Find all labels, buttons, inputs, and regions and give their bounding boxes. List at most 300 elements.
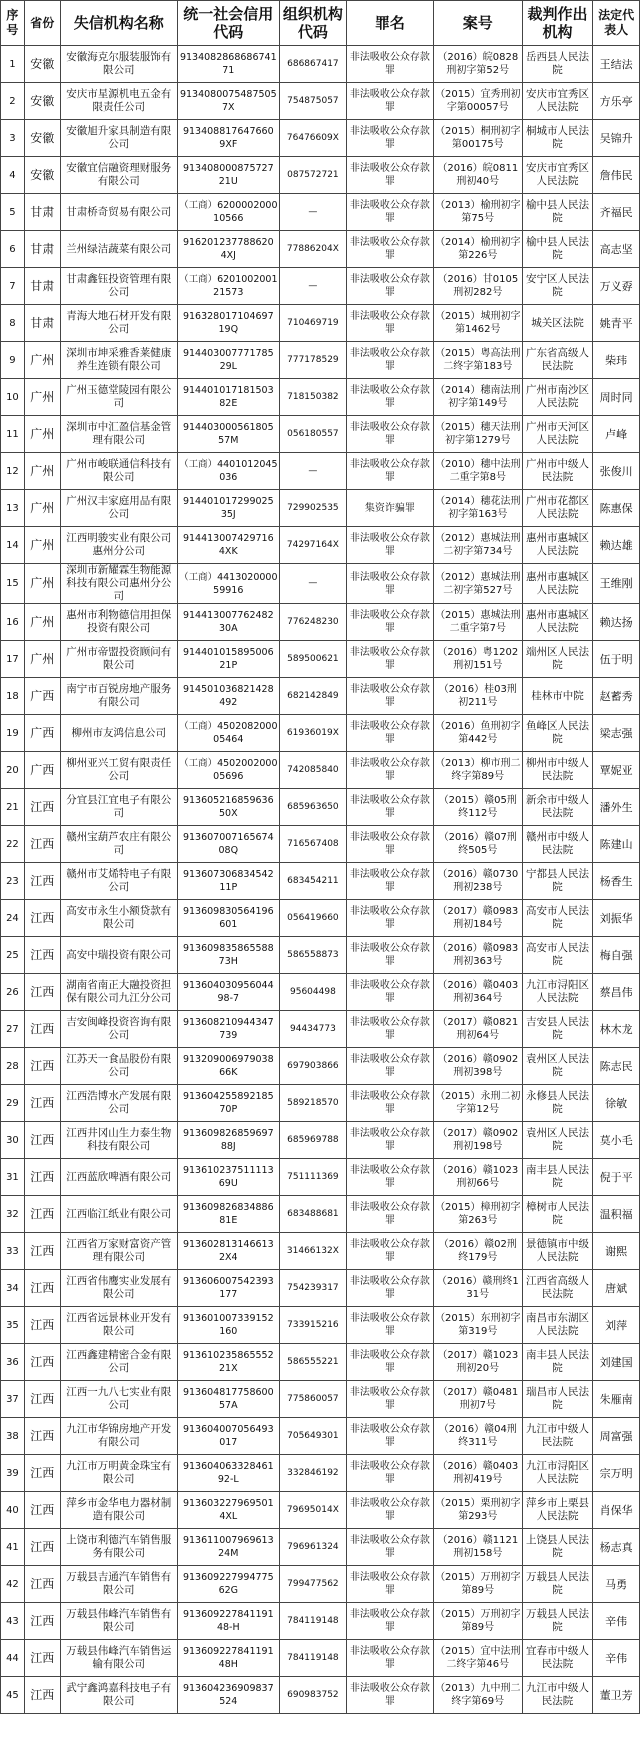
- cell-org-code: 586555221: [279, 1344, 346, 1381]
- table-row: [1, 1048, 640, 1085]
- cell-court: 高安市人民法院: [522, 937, 593, 974]
- cell-org-code: 087572721: [279, 157, 346, 194]
- cell-case-no: （2015）赣05刑终112号: [433, 789, 522, 826]
- cell-court: 广州市天河区人民法院: [522, 416, 593, 453]
- cell-crime: 非法吸收公众存款罪: [347, 1344, 434, 1381]
- cell-name: 深圳市新耀霖生物能源科技有限公司惠州分公司: [60, 564, 177, 604]
- cell-crime: 非法吸收公众存款罪: [347, 715, 434, 752]
- cell-province: 广西: [24, 715, 60, 752]
- cell-case-no: （2015）樟刑初字第263号: [433, 1196, 522, 1233]
- cell-province: 广州: [24, 490, 60, 527]
- table-row: [1, 305, 640, 342]
- cell-credit-code: （工商）620100200121573: [177, 268, 279, 305]
- cell-province: 江西: [24, 789, 60, 826]
- cell-rep: 覃妮亚: [593, 752, 640, 789]
- cell-credit-code: 913609826859697 88J: [177, 1122, 279, 1159]
- cell-crime: 非法吸收公众存款罪: [347, 453, 434, 490]
- cell-province: 江西: [24, 1048, 60, 1085]
- cell-credit-code: 913408000875727 21U: [177, 157, 279, 194]
- cell-org-code: 056180557: [279, 416, 346, 453]
- cell-org-code: 95604498: [279, 974, 346, 1011]
- cell-name: 江西一九八七实业有限公司: [60, 1381, 177, 1418]
- cell-idx: 15: [1, 564, 25, 604]
- cell-idx: 23: [1, 863, 25, 900]
- header-crime: 罪名: [347, 1, 434, 46]
- cell-province: 江西: [24, 1455, 60, 1492]
- cell-rep: 吴锦升: [593, 120, 640, 157]
- cell-credit-code: 913606007542393 177: [177, 1270, 279, 1307]
- cell-name: 深圳市坤采雅香莱健康养生连锁有限公司: [60, 342, 177, 379]
- cell-province: 安徽: [24, 46, 60, 83]
- cell-case-no: （2016）赣1121刑初158号: [433, 1529, 522, 1566]
- cell-crime: 非法吸收公众存款罪: [347, 157, 434, 194]
- table-row: [1, 1011, 640, 1048]
- cell-idx: 18: [1, 678, 25, 715]
- table-row: [1, 1381, 640, 1418]
- cell-rep: 潘外生: [593, 789, 640, 826]
- cell-name: 赣州市艾烯特电子有限公司: [60, 863, 177, 900]
- cell-credit-code: 913602813146613 2X4: [177, 1233, 279, 1270]
- cell-idx: 31: [1, 1159, 25, 1196]
- cell-org-code: 705649301: [279, 1418, 346, 1455]
- cell-province: 甘肃: [24, 231, 60, 268]
- cell-court: 萍乡市上栗县人民法院: [522, 1492, 593, 1529]
- cell-name: 南宁市百锐房地产服务有限公司: [60, 678, 177, 715]
- cell-org-code: 697903866: [279, 1048, 346, 1085]
- cell-name: 江西明骏实业有限公司惠州分公司: [60, 527, 177, 564]
- cell-idx: 3: [1, 120, 25, 157]
- table-row: [1, 752, 640, 789]
- cell-name: 柳州亚兴工贸有限责任公司: [60, 752, 177, 789]
- cell-court: 广州市中级人民法院: [522, 453, 593, 490]
- cell-org-code: 31466132X: [279, 1233, 346, 1270]
- cell-court: 安庆市宜秀区人民法院: [522, 83, 593, 120]
- cell-case-no: （2016）赣0730刑初238号: [433, 863, 522, 900]
- cell-case-no: （2010）穗中法刑二重字第8号: [433, 453, 522, 490]
- cell-org-code: 729902535: [279, 490, 346, 527]
- cell-name: 万载县吉通汽车销售有限公司: [60, 1566, 177, 1603]
- cell-province: 江西: [24, 1677, 60, 1714]
- cell-rep: 王结法: [593, 46, 640, 83]
- cell-court: 南丰县人民法院: [522, 1159, 593, 1196]
- cell-rep: 辛伟: [593, 1640, 640, 1677]
- cell-court: 九江市中级人民法院: [522, 1418, 593, 1455]
- cell-idx: 39: [1, 1455, 25, 1492]
- cell-name: 吉安闽峰投资咨询有限公司: [60, 1011, 177, 1048]
- cell-crime: 非法吸收公众存款罪: [347, 752, 434, 789]
- cell-name: 安徽海克尔服装服饰有限公司: [60, 46, 177, 83]
- cell-province: 广西: [24, 752, 60, 789]
- cell-case-no: （2013）榆刑初字第75号: [433, 194, 522, 231]
- cell-case-no: （2017）赣0821刑初64号: [433, 1011, 522, 1048]
- cell-crime: 非法吸收公众存款罪: [347, 863, 434, 900]
- cell-idx: 25: [1, 937, 25, 974]
- cell-rep: 陈志民: [593, 1048, 640, 1085]
- cell-name: 青海大地石材开发有限公司: [60, 305, 177, 342]
- cell-org-code: —: [279, 268, 346, 305]
- cell-rep: 王维刚: [593, 564, 640, 604]
- table-row: [1, 974, 640, 1011]
- table-row: [1, 1677, 640, 1714]
- table-row: [1, 120, 640, 157]
- cell-case-no: （2017）赣0902刑初198号: [433, 1122, 522, 1159]
- cell-case-no: （2013）九中刑二终字第69号: [433, 1677, 522, 1714]
- cell-idx: 9: [1, 342, 25, 379]
- cell-idx: 2: [1, 83, 25, 120]
- cell-idx: 17: [1, 641, 25, 678]
- cell-crime: 非法吸收公众存款罪: [347, 1677, 434, 1714]
- table-row: [1, 194, 640, 231]
- cell-idx: 28: [1, 1048, 25, 1085]
- cell-org-code: 94434773: [279, 1011, 346, 1048]
- cell-province: 广州: [24, 379, 60, 416]
- cell-case-no: （2017）赣1023刑初20号: [433, 1344, 522, 1381]
- cell-idx: 11: [1, 416, 25, 453]
- cell-rep: 刘振华: [593, 900, 640, 937]
- cell-crime: 非法吸收公众存款罪: [347, 1011, 434, 1048]
- cell-case-no: （2015）粤高法刑二终字第183号: [433, 342, 522, 379]
- table-row: [1, 715, 640, 752]
- table-row: [1, 1603, 640, 1640]
- table-row: [1, 342, 640, 379]
- cell-idx: 14: [1, 527, 25, 564]
- cell-court: 南昌市东湖区人民法院: [522, 1307, 593, 1344]
- cell-province: 江西: [24, 1529, 60, 1566]
- table-header-row: [1, 1, 640, 46]
- cell-name: 江西省远景林业开发有限公司: [60, 1307, 177, 1344]
- cell-case-no: （2017）赣0481刑初7号: [433, 1381, 522, 1418]
- cell-case-no: （2015）栗刑初字第293号: [433, 1492, 522, 1529]
- table-row: [1, 83, 640, 120]
- table-row: [1, 564, 640, 604]
- cell-crime: 非法吸收公众存款罪: [347, 231, 434, 268]
- cell-idx: 36: [1, 1344, 25, 1381]
- cell-idx: 38: [1, 1418, 25, 1455]
- cell-credit-code: 913609227994775 62G: [177, 1566, 279, 1603]
- header-case-no: 案号: [433, 1, 522, 46]
- cell-court: 袁州区人民法院: [522, 1048, 593, 1085]
- cell-case-no: （2016）赣刑终131号: [433, 1270, 522, 1307]
- cell-rep: 张俊川: [593, 453, 640, 490]
- cell-province: 江西: [24, 826, 60, 863]
- cell-idx: 41: [1, 1529, 25, 1566]
- cell-court: 城关区法院: [522, 305, 593, 342]
- table-row: [1, 1455, 640, 1492]
- cell-rep: 梁志强: [593, 715, 640, 752]
- cell-org-code: —: [279, 453, 346, 490]
- cell-crime: 非法吸收公众存款罪: [347, 1566, 434, 1603]
- table-row: [1, 268, 640, 305]
- cell-province: 广州: [24, 527, 60, 564]
- cell-case-no: （2013）柳市刑二终字第89号: [433, 752, 522, 789]
- cell-crime: 非法吸收公众存款罪: [347, 83, 434, 120]
- cell-case-no: （2016）皖0811刑初40号: [433, 157, 522, 194]
- cell-name: 广州汉丰家庭用品有限公司: [60, 490, 177, 527]
- cell-org-code: 796961324: [279, 1529, 346, 1566]
- cell-crime: 非法吸收公众存款罪: [347, 120, 434, 157]
- cell-idx: 42: [1, 1566, 25, 1603]
- cell-court: 高安市人民法院: [522, 900, 593, 937]
- cell-province: 江西: [24, 1122, 60, 1159]
- cell-name: 九江市华锦房地产开发有限公司: [60, 1418, 177, 1455]
- table-row: [1, 1085, 640, 1122]
- cell-province: 江西: [24, 1307, 60, 1344]
- cell-case-no: （2016）赣07刑终505号: [433, 826, 522, 863]
- cell-province: 广州: [24, 453, 60, 490]
- cell-idx: 13: [1, 490, 25, 527]
- cell-credit-code: 914403000561805 57M: [177, 416, 279, 453]
- cell-case-no: （2012）惠城法刑二初字第527号: [433, 564, 522, 604]
- cell-rep: 董卫芳: [593, 1677, 640, 1714]
- cell-rep: 周富强: [593, 1418, 640, 1455]
- cell-court: 广州市花都区人民法院: [522, 490, 593, 527]
- header-province: 省份: [24, 1, 60, 46]
- cell-crime: 非法吸收公众存款罪: [347, 1640, 434, 1677]
- cell-crime: 非法吸收公众存款罪: [347, 564, 434, 604]
- cell-province: 江西: [24, 1270, 60, 1307]
- cell-province: 甘肃: [24, 268, 60, 305]
- cell-rep: 马勇: [593, 1566, 640, 1603]
- cell-rep: 卢峰: [593, 416, 640, 453]
- table-body: [1, 46, 640, 1714]
- cell-province: 甘肃: [24, 194, 60, 231]
- table-row: [1, 1566, 640, 1603]
- cell-rep: 莫小毛: [593, 1122, 640, 1159]
- cell-rep: 刘萍: [593, 1307, 640, 1344]
- cell-credit-code: 914401015895006 21P: [177, 641, 279, 678]
- cell-name: 江西省伟鹰实业发展有限公司: [60, 1270, 177, 1307]
- table-row: [1, 1529, 640, 1566]
- cell-org-code: 74297164X: [279, 527, 346, 564]
- cell-crime: 非法吸收公众存款罪: [347, 826, 434, 863]
- cell-case-no: （2016）皖0828刑初字第52号: [433, 46, 522, 83]
- cell-org-code: 710469719: [279, 305, 346, 342]
- cell-credit-code: 914401017299025 35J: [177, 490, 279, 527]
- table-row: [1, 1233, 640, 1270]
- cell-org-code: 682142849: [279, 678, 346, 715]
- cell-crime: 非法吸收公众存款罪: [347, 379, 434, 416]
- cell-org-code: 742085840: [279, 752, 346, 789]
- cell-rep: 方乐亭: [593, 83, 640, 120]
- cell-crime: 非法吸收公众存款罪: [347, 1492, 434, 1529]
- cell-case-no: （2015）宜秀刑初字第00057号: [433, 83, 522, 120]
- cell-idx: 12: [1, 453, 25, 490]
- cell-name: 江西鑫建精密合金有限公司: [60, 1344, 177, 1381]
- cell-province: 江西: [24, 937, 60, 974]
- cell-credit-code: 914501036821428 492: [177, 678, 279, 715]
- cell-rep: 朱雁南: [593, 1381, 640, 1418]
- cell-org-code: 683454211: [279, 863, 346, 900]
- cell-case-no: （2015）东刑初字第319号: [433, 1307, 522, 1344]
- cell-name: 江西临江纸业有限公司: [60, 1196, 177, 1233]
- cell-credit-code: 913408817647660 9XF: [177, 120, 279, 157]
- cell-province: 江西: [24, 1196, 60, 1233]
- cell-court: 景德镇市中级人民法院: [522, 1233, 593, 1270]
- cell-credit-code: 91340800754875057X: [177, 83, 279, 120]
- cell-org-code: 754875057: [279, 83, 346, 120]
- table-row: [1, 1344, 640, 1381]
- cell-crime: 非法吸收公众存款罪: [347, 527, 434, 564]
- cell-org-code: 056419660: [279, 900, 346, 937]
- cell-org-code: 686867417: [279, 46, 346, 83]
- cell-name: 万载县伟峰汽车销售运输有限公司: [60, 1640, 177, 1677]
- cell-org-code: 775860057: [279, 1381, 346, 1418]
- cell-crime: 非法吸收公众存款罪: [347, 1529, 434, 1566]
- cell-court: 柳州市中级人民法院: [522, 752, 593, 789]
- cell-case-no: （2014）榆刑初字第226号: [433, 231, 522, 268]
- cell-rep: 詹伟民: [593, 157, 640, 194]
- table-row: [1, 1159, 640, 1196]
- cell-rep: 宗万明: [593, 1455, 640, 1492]
- cell-rep: 周时同: [593, 379, 640, 416]
- cell-case-no: （2014）穗花法刑初字第163号: [433, 490, 522, 527]
- cell-credit-code: 914403007771785 29L: [177, 342, 279, 379]
- cell-crime: 非法吸收公众存款罪: [347, 194, 434, 231]
- table-row: [1, 527, 640, 564]
- cell-province: 江西: [24, 1011, 60, 1048]
- cell-province: 安徽: [24, 83, 60, 120]
- cell-name: 惠州市利物德信用担保投资有限公司: [60, 604, 177, 641]
- cell-province: 广州: [24, 604, 60, 641]
- cell-credit-code: 913605216859636 50X: [177, 789, 279, 826]
- cell-name: 万载县伟峰汽车销售有限公司: [60, 1603, 177, 1640]
- cell-idx: 20: [1, 752, 25, 789]
- cell-court: 万载县人民法院: [522, 1566, 593, 1603]
- cell-province: 广州: [24, 416, 60, 453]
- cell-rep: 肖保华: [593, 1492, 640, 1529]
- cell-credit-code: 913604007056493 017: [177, 1418, 279, 1455]
- cell-name: 江西浩博水产发展有限公司: [60, 1085, 177, 1122]
- cell-credit-code: 914413007429716 4XK: [177, 527, 279, 564]
- cell-case-no: （2016）赣0403刑初419号: [433, 1455, 522, 1492]
- cell-case-no: （2016）桂03刑初211号: [433, 678, 522, 715]
- cell-province: 广州: [24, 564, 60, 604]
- cell-rep: 陈建山: [593, 826, 640, 863]
- cell-name: 广州玉德堂陵园有限公司: [60, 379, 177, 416]
- cell-court: 安庆市宜秀区人民法院: [522, 157, 593, 194]
- cell-idx: 29: [1, 1085, 25, 1122]
- cell-crime: 非法吸收公众存款罪: [347, 974, 434, 1011]
- cell-case-no: （2016）赣04刑终311号: [433, 1418, 522, 1455]
- cell-idx: 8: [1, 305, 25, 342]
- cell-crime: 非法吸收公众存款罪: [347, 416, 434, 453]
- cell-idx: 19: [1, 715, 25, 752]
- cell-court: 樟树市人民法院: [522, 1196, 593, 1233]
- table-row: [1, 1307, 640, 1344]
- cell-org-code: 76476609X: [279, 120, 346, 157]
- cell-rep: 高志坚: [593, 231, 640, 268]
- cell-crime: 非法吸收公众存款罪: [347, 937, 434, 974]
- cell-org-code: 690983752: [279, 1677, 346, 1714]
- cell-name: 甘肃鑫钰投资管理有限公司: [60, 268, 177, 305]
- cell-org-code: 784119148: [279, 1640, 346, 1677]
- cell-case-no: （2015）万刑初字第89号: [433, 1603, 522, 1640]
- cell-case-no: （2014）穗南法刑初字第149号: [433, 379, 522, 416]
- cell-crime: 非法吸收公众存款罪: [347, 1085, 434, 1122]
- cell-org-code: 777178529: [279, 342, 346, 379]
- cell-name: 安庆市星源机电五金有限责任公司: [60, 83, 177, 120]
- cell-org-code: 685963650: [279, 789, 346, 826]
- table-row: [1, 490, 640, 527]
- cell-crime: 非法吸收公众存款罪: [347, 1233, 434, 1270]
- cell-org-code: 332846192: [279, 1455, 346, 1492]
- table-row: [1, 1492, 640, 1529]
- cell-province: 江西: [24, 1492, 60, 1529]
- cell-case-no: （2016）赣0403刑初364号: [433, 974, 522, 1011]
- cell-credit-code: 913408286868674171: [177, 46, 279, 83]
- cell-name: 湖南省南正大融投资担保有限公司九江分公司: [60, 974, 177, 1011]
- cell-rep: 齐福民: [593, 194, 640, 231]
- cell-name: 上饶市利德汽车销售服务有限公司: [60, 1529, 177, 1566]
- cell-rep: 赖达雄: [593, 527, 640, 564]
- cell-credit-code: 913607306834542 11P: [177, 863, 279, 900]
- cell-credit-code: 913609227841191 48H: [177, 1640, 279, 1677]
- cell-crime: 非法吸收公众存款罪: [347, 1418, 434, 1455]
- cell-province: 江西: [24, 1159, 60, 1196]
- cell-court: 九江市浔阳区人民法院: [522, 1455, 593, 1492]
- cell-crime: 非法吸收公众存款罪: [347, 641, 434, 678]
- table-row: [1, 1270, 640, 1307]
- cell-name: 萍乡市金华电力器材制造有限公司: [60, 1492, 177, 1529]
- cell-case-no: （2016）赣0983刑初363号: [433, 937, 522, 974]
- cell-idx: 43: [1, 1603, 25, 1640]
- cell-rep: 蔡昌伟: [593, 974, 640, 1011]
- cell-province: 广州: [24, 342, 60, 379]
- cell-court: 上饶县人民法院: [522, 1529, 593, 1566]
- cell-credit-code: 913611007969613 24M: [177, 1529, 279, 1566]
- table-row: [1, 641, 640, 678]
- cell-rep: 杨香生: [593, 863, 640, 900]
- cell-province: 江西: [24, 863, 60, 900]
- cell-idx: 45: [1, 1677, 25, 1714]
- table-row: [1, 937, 640, 974]
- table-row: [1, 1122, 640, 1159]
- cell-name: 江西蓝欣啤酒有限公司: [60, 1159, 177, 1196]
- cell-credit-code: （工商）4401012045036: [177, 453, 279, 490]
- cell-crime: 非法吸收公众存款罪: [347, 1270, 434, 1307]
- cell-court: 岳西县人民法院: [522, 46, 593, 83]
- cell-court: 惠州市惠城区人民法院: [522, 604, 593, 641]
- cell-province: 江西: [24, 900, 60, 937]
- cell-credit-code: 913604255892185 70P: [177, 1085, 279, 1122]
- cell-credit-code: （工商）450208200005464: [177, 715, 279, 752]
- cell-org-code: 589218570: [279, 1085, 346, 1122]
- cell-name: 武宁鑫鸿嘉科技电子有限公司: [60, 1677, 177, 1714]
- cell-province: 安徽: [24, 157, 60, 194]
- table-row: [1, 416, 640, 453]
- cell-province: 江西: [24, 1233, 60, 1270]
- cell-name: 江苏天一食品股份有限公司: [60, 1048, 177, 1085]
- cell-name: 分宜县江宜电子有限公司: [60, 789, 177, 826]
- cell-credit-code: 913609835865588 73H: [177, 937, 279, 974]
- cell-case-no: （2016）粤1202刑初151号: [433, 641, 522, 678]
- cell-case-no: （2016）甘0105刑初282号: [433, 268, 522, 305]
- cell-court: 新余市中级人民法院: [522, 789, 593, 826]
- cell-credit-code: 913603227969501 4XL: [177, 1492, 279, 1529]
- cell-name: 柳州市友鸿信息公司: [60, 715, 177, 752]
- cell-court: 瑞昌市人民法院: [522, 1381, 593, 1418]
- cell-rep: 姚青平: [593, 305, 640, 342]
- cell-idx: 33: [1, 1233, 25, 1270]
- cell-court: 九江市中级人民法院: [522, 1677, 593, 1714]
- cell-credit-code: 913610235865552 21X: [177, 1344, 279, 1381]
- cell-credit-code: 913609830564196 601: [177, 900, 279, 937]
- cell-court: 桐城市人民法院: [522, 120, 593, 157]
- cell-rep: 柴玮: [593, 342, 640, 379]
- table-row: [1, 678, 640, 715]
- cell-name: 兰州绿洁蔬菜有限公司: [60, 231, 177, 268]
- cell-crime: 非法吸收公众存款罪: [347, 789, 434, 826]
